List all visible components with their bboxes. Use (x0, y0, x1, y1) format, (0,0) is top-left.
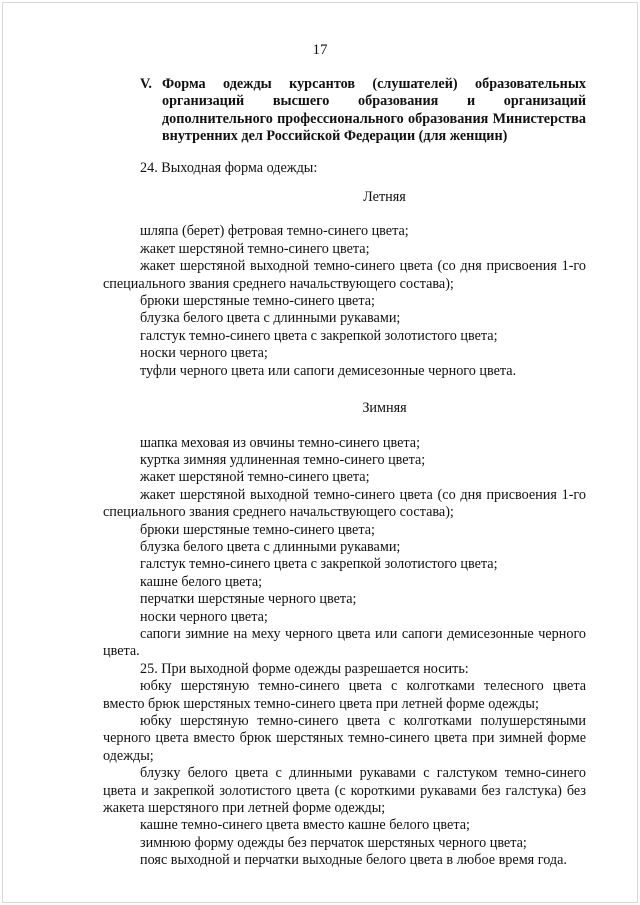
summer-subheading: Летняя (363, 189, 406, 206)
list-item: блузка белого цвета с длинными рукавами; (140, 310, 401, 327)
list-item: галстук темно-синего цвета с закрепкой золотистого цвета; (140, 327, 498, 344)
list-item: куртка зимняя удлиненная темно-синего цвета; (140, 451, 426, 468)
list-item: носки черного цвета; (140, 345, 268, 362)
list-item: жакет шерстяной темно-синего цвета; (140, 469, 370, 486)
list-item: шляпа (берет) фетровая темно-синего цвета; (140, 223, 409, 240)
list-item: зимнюю форму одежды без перчаток шерстяных черного цвета; (140, 834, 527, 851)
list-item: блузку белого цвета с длинными рукавами с галстуком темно-синего цвета и закрепкой золотистого цвета (с короткими рукавами без галстука) без жакета шерстяного при летней форме одежды; (103, 765, 586, 817)
list-item: галстук темно-синего цвета с закрепкой золотистого цвета; (140, 556, 498, 573)
list-item: брюки шерстяные темно-синего цвета; (140, 293, 375, 310)
list-item: шапка меховая из овчины темно-синего цвета; (140, 434, 421, 451)
list-item: жакет шерстяной выходной темно-синего цвета (со дня присвоения 1-го специального звания среднего начальствующего состава); (103, 258, 586, 292)
list-item: жакет шерстяной выходной темно-синего цвета (со дня присвоения 1-го специального звания среднего начальствующего состава); (103, 486, 586, 521)
section-heading (140, 76, 586, 146)
list-item: кашне темно-синего цвета вместо кашне белого цвета; (140, 817, 470, 834)
list-item: туфли черного цвета или сапоги демисезонные черного цвета. (140, 362, 517, 379)
list-item: сапоги зимние на меху черного цвета или сапоги демисезонные черного цвета. (103, 625, 586, 660)
list-item: юбку шерстяную темно-синего цвета с колготками полушерстяными черного цвета вместо брюк шерстяных темно-синего цвета при зимней форме одежды; (103, 713, 586, 764)
list-item: брюки шерстяные темно-синего цвета; (140, 521, 375, 538)
list-item: пояс выходной и перчатки выходные белого цвета в любое время года. (140, 852, 567, 869)
list-item: юбку шерстяную темно-синего цвета с колготками телесного цвета вместо брюк шерстяных темно-синего цвета при летней форме одежды; (103, 678, 586, 712)
list-item: перчатки шерстяные черного цвета; (140, 591, 357, 608)
winter-subheading: Зимняя (362, 400, 407, 417)
list-item: жакет шерстяной темно-синего цвета; (140, 240, 370, 257)
section-title: Форма одежды курсантов (слушателей) образовательных организаций высшего образования и организаций дополнительного профессионального образования Министерства внутренних дел Российской Федерации (для женщин) (162, 76, 586, 145)
list-item: блузка белого цвета с длинными рукавами; (140, 538, 401, 555)
clause-25-heading: 25. При выходной форме одежды разрешается носить: (140, 660, 469, 677)
list-item: кашне белого цвета; (140, 573, 263, 590)
page-number: 17 (312, 42, 328, 58)
document-body (103, 76, 586, 870)
section-numeral: V. (140, 76, 152, 92)
clause-24-heading: 24. Выходная форма одежды: (140, 159, 318, 176)
list-item: носки черного цвета; (140, 608, 268, 625)
